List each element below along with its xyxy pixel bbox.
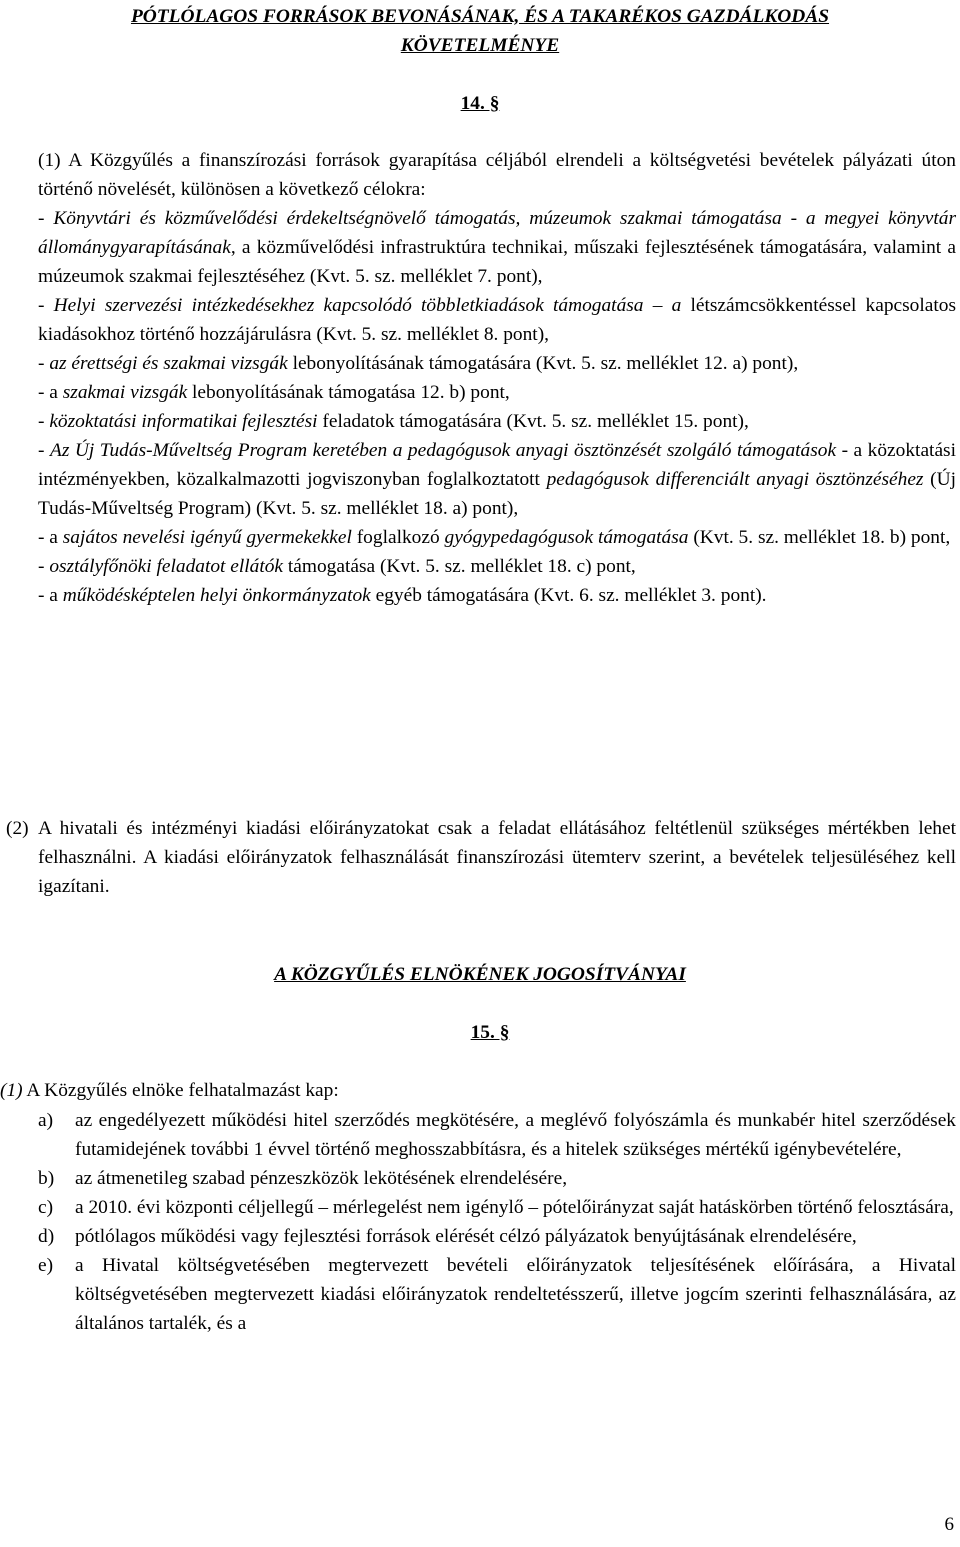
item-prefix: - — [38, 440, 50, 461]
item-prefix: - — [38, 353, 50, 374]
list-item-class-teachers — [38, 552, 956, 581]
page-number: 6 — [944, 1514, 954, 1535]
item-prefix: - — [38, 208, 54, 229]
paragraph-2-text: A hivatali és intézményi kiadási előirányzatokat csak a feladat ellátásához feltétlenül szükséges mértékben lehet felhasználni. A kiadási előirányzatok felhasználását finanszírozási ütemterv szerint, a bevételek teljesüléséhez kell igazítani. — [38, 818, 956, 897]
section-15-list — [38, 1106, 956, 1338]
item-text: lebonyolításának támogatására (Kvt. 5. sz. melléklet 12. a) pont), — [287, 353, 799, 374]
item-italic: gyógypedagógusok támogatása — [444, 527, 689, 548]
item-marker: a) — [38, 1110, 54, 1131]
item-text: támogatása (Kvt. 5. sz. melléklet 18. c) pont, — [283, 556, 636, 577]
item-text: , a közművelődési infrastruktúra technikai, műszaki fejlesztésének támogatására, valamint a múzeumok szakmai fejlesztéséhez (Kvt. 5. sz. melléklet 7. pont), — [38, 237, 956, 287]
list-item-library-support — [38, 204, 956, 291]
item-text: - a közoktatási intézményekben, közalkalmazotti jogviszonyban foglalkoztatott — [38, 440, 956, 490]
section-15-paragraph-text: A Közgyűlés elnöke felhatalmazást kap: — [26, 1080, 339, 1101]
item-italic: pedagógusok differenciált anyagi ösztönzéséhez — [546, 469, 924, 490]
list-item-b — [38, 1164, 956, 1193]
item-text: a Hivatal költségvetésében megtervezett bevételi előirányzatok teljesítésének előírására, a Hivatal költségvetésében megtervezett kiadási előirányzatok rendeltetésszerű, illetve jogcím szerinti felhasználására, az általános tartalék, és a — [75, 1255, 956, 1334]
item-text: lebonyolításának támogatása 12. b) pont, — [187, 382, 510, 403]
section-14-paragraph-2 — [6, 814, 956, 901]
section-15-paragraph-number: (1) — [0, 1080, 23, 1101]
list-item-d — [38, 1222, 956, 1251]
section-14-number: 14. § — [460, 93, 500, 114]
item-prefix: - a — [38, 585, 63, 606]
item-text: egyéb támogatására (Kvt. 6. sz. melléklet 3. pont). — [370, 585, 767, 606]
item-text: az átmenetileg szabad pénzeszközök lekötésének elrendelésére, — [75, 1168, 568, 1189]
item-marker: b) — [38, 1168, 55, 1189]
item-marker: c) — [38, 1197, 54, 1218]
item-italic: szakmai vizsgák — [62, 382, 188, 403]
section-14-body — [38, 146, 956, 610]
item-text: (Kvt. 5. sz. melléklet 18. b) pont, — [688, 527, 951, 548]
list-item-a — [38, 1106, 956, 1164]
item-prefix: - — [38, 411, 50, 432]
item-prefix: - — [38, 295, 54, 316]
item-italic: közoktatási informatikai fejlesztési — [49, 411, 318, 432]
item-italic: Helyi szervezési intézkedésekhez kapcsolódó többletkiadások támogatása – a — [53, 295, 682, 316]
section-title: A KÖZGYŰLÉS ELNÖKÉNEK JOGOSÍTVÁNYAI — [274, 964, 686, 985]
item-text: feladatok támogatására (Kvt. 5. sz. melléklet 15. pont), — [317, 411, 749, 432]
item-prefix: - — [38, 556, 50, 577]
item-text: pótlólagos működési vagy fejlesztési források elérését célzó pályázatok benyújtásának elrendelésére, — [75, 1226, 857, 1247]
item-italic: sajátos nevelési igényű gyermekekkel — [62, 527, 352, 548]
item-italic: az érettségi és szakmai vizsgák — [49, 353, 288, 374]
list-item-vocational-exams — [38, 378, 956, 407]
list-item-it-development — [38, 407, 956, 436]
chapter-heading-line1: PÓTLÓLAGOS FORRÁSOK BEVONÁSÁNAK, ÉS A TAKARÉKOS GAZDÁLKODÁS — [130, 6, 830, 27]
item-marker: e) — [38, 1255, 54, 1276]
list-item-c — [38, 1193, 956, 1222]
list-item-local-measures — [38, 291, 956, 349]
item-text: a 2010. évi központi céljellegű – mérlegelést nem igénylő – pótelőirányzat saját hatáskörben történő felosztására, — [75, 1197, 954, 1218]
paragraph-2-number: (2) — [6, 818, 29, 839]
list-item-insolvent-municipalities — [38, 581, 956, 610]
list-item-e — [38, 1251, 956, 1338]
item-italic: működésképtelen helyi önkormányzatok — [62, 585, 371, 606]
item-italic: Könyvtári és közművelődési érdekeltségnövelő támogatás, múzeumok szakmai támogatása - a megyei könyvtár állománygyarapításának — [38, 208, 956, 258]
list-item-exams — [38, 349, 956, 378]
section-14-paragraph-1: (1) A Közgyűlés a finanszírozási források gyarapítása céljából elrendeli a költségvetési bevételek pályázati úton történő növelését, különösen a következő célokra: — [38, 150, 956, 200]
list-item-special-needs — [38, 523, 956, 552]
item-text: (Új Tudás-Műveltség Program) (Kvt. 5. sz. melléklet 18. a) pont), — [38, 469, 956, 519]
item-prefix: - a — [38, 382, 63, 403]
chapter-heading-line2: KÖVETELMÉNYE — [400, 35, 560, 56]
list-item-new-knowledge-program — [38, 436, 956, 523]
chapter-heading — [0, 2, 960, 60]
item-italic: osztályfőnöki feladatot ellátók — [49, 556, 284, 577]
item-marker: d) — [38, 1226, 55, 1247]
section-15-number: 15. § — [470, 1022, 510, 1043]
item-text: foglalkozó — [351, 527, 445, 548]
item-prefix: - a — [38, 527, 63, 548]
item-text: az engedélyezett működési hitel szerződés megkötésére, a meglévő folyószámla és munkabér hitel szerződések futamidejének további 1 évvel történő meghosszabbításra, és a hitelek szükséges mértékű igénybevételére, — [75, 1110, 956, 1160]
item-text: létszámcsökkentéssel kapcsolatos kiadásokhoz történő hozzájárulásra (Kvt. 5. sz. melléklet 8. pont), — [38, 295, 956, 345]
section-15-intro — [0, 1076, 956, 1105]
item-italic: Az Új Tudás-Műveltség Program keretében a pedagógusok anyagi ösztönzését szolgáló támogatások — [49, 440, 837, 461]
